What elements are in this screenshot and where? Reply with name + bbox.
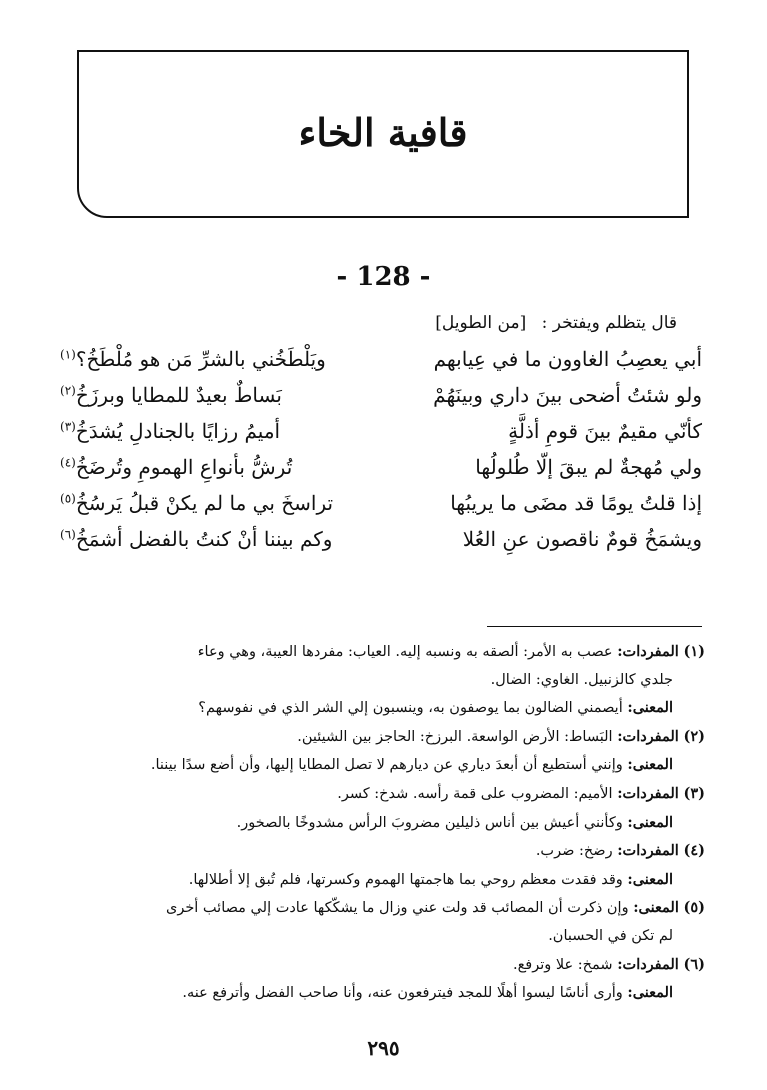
second-hemistich-text: أميمُ رزايًا بالجنادلِ يُشدَخُ	[75, 419, 281, 443]
footnote-text: أيصمني الضالون بما يوصفون به، وينسبون إلي الشر الذي في نفوسهم؟	[198, 700, 623, 717]
footnote-ref: (٢)	[60, 383, 76, 398]
first-hemistich: أبي يعصِبُ الغاوون ما في عِيابهم	[433, 347, 702, 371]
second-hemistich	[60, 491, 380, 515]
footnote-label: المفردات:	[617, 727, 679, 745]
footnote-label: المفردات:	[617, 842, 679, 860]
second-hemistich-text: ويَلْطَخُني بالشرِّ مَن هو مُلْطَخُ؟	[75, 347, 326, 371]
poem-intro	[435, 313, 677, 333]
footnote-text: الأميم: المضروب على قمة رأسه. شدخ: كسر.	[337, 785, 613, 802]
poem-number: - 128 -	[336, 262, 431, 292]
verse	[60, 485, 702, 521]
footnote-text: جلدي كالزنبيل. الغاوي: الضال.	[490, 671, 673, 688]
footnote-number: (٢)	[683, 727, 705, 745]
footnote-text: عصب به الأمر: ألصقه به ونسبه إليه. العياب: مفردها العيبة، وهي وعاء	[197, 644, 613, 660]
footnote-text: البَساط: الأرض الواسعة. البرزخ: الحاجز بين الشيئين.	[297, 728, 613, 745]
footnote-ref: (٤)	[60, 455, 76, 470]
footnote-line	[64, 894, 705, 923]
footnote-number: (٦)	[683, 955, 705, 973]
footnote-ref: (٦)	[60, 527, 76, 542]
meter-label: [من الطويل]	[435, 313, 527, 333]
first-hemistich: كأنّي مقيمٌ بينَ قومِ أذلَّةٍ	[508, 419, 702, 443]
footnote-line	[64, 638, 705, 667]
title-frame	[77, 50, 689, 218]
second-hemistich-text: بَساطٌ بعيدٌ للمطايا وبرزَخُ	[75, 383, 282, 407]
footnote-line	[64, 923, 705, 951]
second-hemistich	[60, 455, 380, 479]
footnote-line	[64, 951, 705, 980]
footnote-text: وإن ذكرت أن المصائب قد ولت عني وزال ما يشكّكها عادت إلي مصائب أخرى	[165, 900, 629, 917]
footnote-line	[64, 667, 705, 695]
footnote-text: وأرى أناسًا ليسوا أهلًا للمجد فيترفعون عنه، وأنا صاحب الفضل وأترفع عنه.	[182, 985, 623, 1002]
footnote-divider	[487, 626, 702, 627]
footnote-ref: (٥)	[60, 491, 76, 506]
second-hemistich-text: وكم بيننا أنْ كنتُ بالفضل أشمَخُ	[75, 527, 333, 551]
footnote-label: المعنى:	[627, 984, 673, 1002]
second-hemistich	[60, 527, 380, 551]
footnote-text: شمخ: علا وترفع.	[512, 956, 613, 973]
footnote-number: (٥)	[683, 899, 705, 917]
footnote-label: المعنى:	[627, 870, 673, 888]
footnote-number: (١)	[683, 643, 705, 660]
verse	[60, 521, 702, 557]
footnote-line	[64, 780, 705, 809]
footnote-text: رضخ: ضرب.	[535, 843, 613, 860]
footnote-ref: (٣)	[60, 419, 76, 434]
footnote-line	[64, 866, 705, 895]
footnote-label: المعنى:	[627, 699, 673, 717]
verse	[60, 377, 702, 413]
page-title: قافية الخاء	[298, 110, 468, 155]
verse	[60, 413, 702, 449]
footnote-line	[64, 837, 705, 866]
second-hemistich-text: تراسخَ بي ما لم يكنْ قبلُ يَرسُخُ	[75, 491, 334, 515]
footnote-text: وقد فقدت معظم روحي بما هاجمتها الهموم وكسرتها، فلم تُبق إلا أطلالها.	[188, 871, 623, 888]
first-hemistich: ولي مُهجةٌ لم يبقَ إلّا طُلولُها	[475, 455, 702, 479]
footnote-label: المفردات:	[617, 955, 679, 973]
intro-text: قال يتظلم ويفتخر :	[541, 313, 677, 333]
footnote-line	[64, 723, 705, 752]
footnote-number: (٤)	[683, 842, 705, 860]
first-hemistich: إذا قلتُ يومًا قد مضَى ما يريبُها	[450, 491, 702, 515]
second-hemistich-text: تُرشُّ بأنواعِ الهمومِ وتُرضَخُ	[75, 455, 293, 479]
footnote-label: المفردات:	[617, 784, 679, 802]
footnote-ref: (١)	[60, 347, 76, 362]
footnote-text: وكأنني أعيش بين أناس ذليلين مضروبَ الرأس مشدوخًا بالصخور.	[236, 814, 623, 831]
footnote-label: المعنى:	[633, 899, 679, 917]
second-hemistich	[60, 383, 380, 407]
first-hemistich: ويشمَخُ قومٌ ناقصون عنِ العُلا	[462, 527, 702, 551]
second-hemistich	[60, 347, 380, 371]
footnote-label: المعنى:	[627, 813, 673, 831]
footnote-label: المعنى:	[627, 756, 673, 774]
footnotes	[64, 638, 705, 1008]
footnote-line	[64, 751, 705, 780]
verse	[60, 449, 702, 485]
footnote-line	[64, 694, 705, 723]
footnote-text: لم تكن في الحسبان.	[548, 927, 673, 944]
first-hemistich: ولو شئتُ أضحى بينَ داري وبينَهُمْ	[433, 383, 702, 407]
second-hemistich	[60, 419, 380, 443]
footnote-text: وإنني أستطيع أن أبعدَ دياري عن ديارهم لا تصل المطايا إليها، وأن أضع سدًا بيننا.	[150, 757, 623, 774]
footnote-number: (٣)	[683, 784, 705, 802]
page-number: ٢٩٥	[367, 1036, 400, 1060]
footnote-line	[64, 809, 705, 838]
footnote-line	[64, 979, 705, 1008]
poem-verses	[60, 341, 702, 557]
verse	[60, 341, 702, 377]
footnote-label: المفردات:	[617, 643, 679, 660]
